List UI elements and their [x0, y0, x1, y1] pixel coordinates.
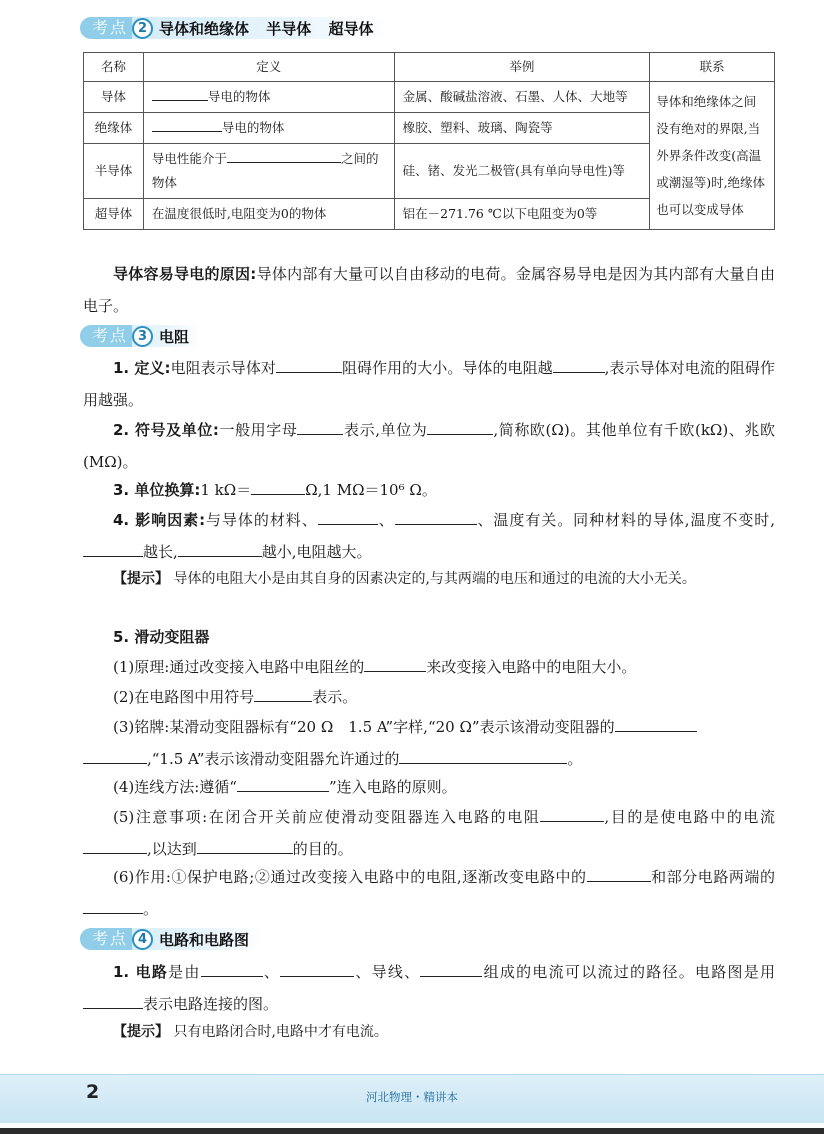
def-text: 之间的物体 — [151, 151, 379, 190]
text: 。 — [567, 750, 583, 768]
hint-label: 【提示】 — [113, 571, 169, 587]
row-example: 铝在－271.76 ℃以下电阻变为0等 — [394, 199, 650, 230]
row-name: 导体 — [84, 82, 144, 113]
fill-blank[interactable] — [197, 839, 293, 854]
fill-blank[interactable] — [83, 542, 143, 557]
fill-blank[interactable] — [553, 358, 605, 373]
row-example: 金属、酸碱盐溶液、石墨、人体、大地等 — [394, 82, 650, 113]
book-title: 河北物理・精讲本 — [366, 1090, 458, 1104]
fill-blank[interactable] — [201, 962, 263, 977]
text: 的目的。 — [292, 840, 353, 858]
row-example: 橡胶、塑料、玻璃、陶瓷等 — [394, 113, 650, 144]
text: (6)作用:①保护电路;②通过改变接入电路中的电阻,逐渐改变电路中的 — [113, 868, 587, 886]
text: ,简称欧(Ω)。其他单位有千欧(kΩ)、兆欧(MΩ)。 — [83, 421, 775, 471]
section-number: 2 — [132, 18, 153, 39]
text: 组成的电流可以流过的路径。电路图是用 — [482, 963, 775, 981]
text: 表示,单位为 — [343, 421, 428, 439]
text: 、温度有关。同种材料的导体,温度不变时, — [476, 511, 775, 529]
fill-blank[interactable] — [251, 480, 305, 495]
rheostat-function — [83, 861, 775, 925]
page-number: 2 — [86, 1081, 100, 1103]
conductor-note — [83, 258, 775, 322]
section-title: 导体和绝缘体 半导体 超导体 — [159, 19, 374, 38]
section-header-3 — [80, 324, 203, 348]
fill-blank[interactable] — [540, 807, 604, 822]
fill-blank[interactable] — [399, 749, 567, 764]
text: ”连入电路的原则。 — [328, 778, 457, 796]
text: 、 — [262, 963, 281, 981]
table-row — [84, 82, 775, 113]
item-heading: 5. 滑动变阻器 — [113, 628, 210, 646]
row-example: 硅、锗、发光二极管(具有单向导电性)等 — [394, 144, 650, 199]
fill-blank[interactable] — [587, 867, 651, 882]
header-name: 名称 — [84, 53, 144, 82]
row-definition — [143, 82, 394, 113]
text: ,以达到 — [147, 840, 197, 858]
scan-edge — [0, 1128, 824, 1134]
text: 表示电路连接的图。 — [143, 995, 279, 1013]
fill-blank[interactable] — [254, 687, 312, 702]
item-heading: 3. 单位换算: — [113, 481, 201, 499]
header-example: 举例 — [394, 53, 650, 82]
section-number: 3 — [132, 326, 153, 347]
rheostat-nameplate — [83, 711, 775, 775]
fill-blank[interactable] — [83, 749, 147, 764]
text: 与导体的材料、 — [205, 511, 318, 529]
row-relation: 导体和绝缘体之间没有绝对的界限,当外界条件改变(高温或潮湿等)时,绝缘体也可以变成导体 — [650, 82, 775, 230]
resistance-definition — [83, 352, 775, 416]
text: (4)连线方法:遵循“ — [113, 778, 237, 796]
fill-blank[interactable] — [364, 657, 426, 672]
text: ,表示导体对电流的阻碍作用越强。 — [83, 359, 775, 409]
fill-blank[interactable] — [615, 717, 697, 732]
fill-blank[interactable] — [83, 899, 143, 914]
section-label: 考点 — [80, 325, 132, 347]
resistance-symbol-unit — [83, 414, 775, 478]
rheostat-symbol — [83, 681, 775, 713]
section-header-4 — [80, 927, 263, 951]
rheostat-principle — [83, 651, 775, 683]
text: (2)在电路图中用符号 — [113, 688, 255, 706]
row-name: 绝缘体 — [84, 113, 144, 144]
row-definition: 在温度很低时,电阻变为0的物体 — [143, 199, 394, 230]
text: 是由 — [168, 963, 201, 981]
circuit-definition — [83, 956, 775, 1020]
influencing-factors — [83, 504, 775, 568]
text: (5)注意事项:在闭合开关前应使滑动变阻器连入电路的电阻 — [113, 808, 541, 826]
note-text: 导体内部有大量可以自由移动的电荷。金属容易导电是因为其内部有大量自由电子。 — [83, 265, 776, 315]
conductor-table — [83, 52, 775, 230]
hint-resistance — [83, 563, 775, 595]
text: 阻碍作用的大小。导体的电阻越 — [341, 359, 553, 377]
hint-label: 【提示】 — [113, 1024, 169, 1040]
fill-blank[interactable] — [227, 148, 341, 163]
text: 一般用字母 — [218, 421, 298, 439]
header-definition: 定义 — [143, 53, 394, 82]
fill-blank[interactable] — [152, 117, 222, 132]
text: (1)原理:通过改变接入电路中电阻丝的 — [113, 658, 365, 676]
row-definition — [143, 144, 394, 199]
item-heading: 1. 电路 — [113, 963, 169, 981]
text: 、导线、 — [354, 963, 421, 981]
row-name: 超导体 — [84, 199, 144, 230]
text: Ω,1 MΩ＝10⁶ Ω。 — [305, 481, 437, 499]
hint-text: 只有电路闭合时,电路中才有电流。 — [173, 1024, 388, 1040]
text: 表示。 — [312, 688, 358, 706]
fill-blank[interactable] — [297, 420, 343, 435]
fill-blank[interactable] — [318, 510, 378, 525]
fill-blank[interactable] — [420, 962, 482, 977]
fill-blank[interactable] — [83, 994, 143, 1009]
section-number: 4 — [132, 929, 153, 950]
row-name: 半导体 — [84, 144, 144, 199]
text: 来改变接入电路中的电阻大小。 — [426, 658, 637, 676]
fill-blank[interactable] — [395, 510, 477, 525]
text: ,“1.5 A”表示该滑动变阻器允许通过的 — [147, 750, 400, 768]
item-heading: 4. 影响因素: — [113, 511, 206, 529]
row-definition — [143, 113, 394, 144]
header-relation: 联系 — [650, 53, 775, 82]
text: 和部分电路两端的 — [650, 868, 775, 886]
table-header-row — [84, 53, 775, 82]
rheostat-precautions — [83, 801, 775, 865]
section-label: 考点 — [80, 928, 132, 950]
text: 越长, — [143, 543, 178, 561]
fill-blank[interactable] — [427, 420, 493, 435]
fill-blank[interactable] — [276, 358, 342, 373]
text: 。 — [143, 900, 159, 918]
section-title: 电阻 — [159, 327, 190, 346]
section-title: 电路和电路图 — [159, 930, 250, 949]
section-label: 考点 — [80, 17, 132, 39]
fill-blank[interactable] — [83, 839, 147, 854]
hint-circuit — [83, 1016, 775, 1048]
def-text: 导电性能介于 — [151, 151, 227, 166]
rheostat-heading — [83, 621, 775, 653]
text: (3)铭牌:某滑动变阻器标有“20 Ω 1.5 A”字样,“20 Ω”表示该滑动变阻器的 — [113, 718, 615, 736]
fill-blank[interactable] — [178, 542, 262, 557]
text: 、 — [377, 511, 395, 529]
hint-text: 导体的电阻大小是由其自身的因素决定的,与其两端的电压和通过的电流的大小无关。 — [173, 571, 696, 587]
rheostat-wiring — [83, 771, 775, 803]
def-text: 导电的物体 — [221, 120, 285, 135]
unit-conversion — [83, 474, 775, 506]
section-header-2 — [80, 16, 387, 40]
text: ,目的是使电路中的电流 — [604, 808, 775, 826]
def-text: 导电的物体 — [207, 89, 271, 104]
fill-blank[interactable] — [237, 777, 329, 792]
fill-blank[interactable] — [152, 86, 208, 101]
item-heading: 1. 定义: — [113, 359, 171, 377]
item-heading: 2. 符号及单位: — [113, 421, 219, 439]
note-heading: 导体容易导电的原因: — [113, 265, 257, 283]
text: 电阻表示导体对 — [170, 359, 276, 377]
fill-blank[interactable] — [280, 962, 354, 977]
text: 1 kΩ＝ — [200, 481, 252, 499]
text: 越小,电阻越大。 — [261, 543, 372, 561]
